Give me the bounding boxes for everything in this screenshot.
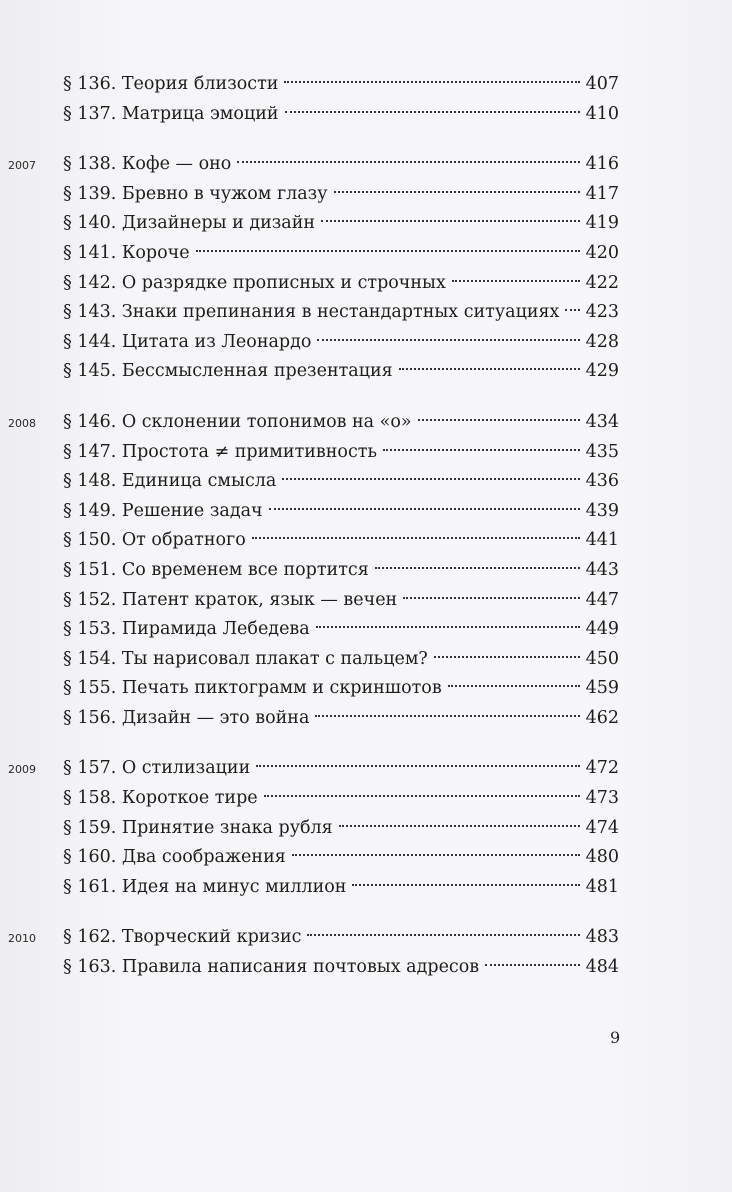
toc-entry[interactable] xyxy=(63,645,619,675)
toc-entry-page: 435 xyxy=(585,441,619,462)
dot-leader xyxy=(196,250,580,252)
toc-entry-page: 443 xyxy=(585,559,619,580)
dot-leader xyxy=(315,715,579,717)
toc-entry-page: 436 xyxy=(585,471,619,492)
toc-entry-title: § 152. Патент краток, язык — вечен xyxy=(63,589,398,610)
dot-leader xyxy=(452,280,580,282)
toc-entry[interactable] xyxy=(63,209,619,239)
toc-entry-title: § 156. Дизайн — это война xyxy=(63,707,310,728)
toc-entry-title: § 144. Цитата из Леонардо xyxy=(63,331,312,352)
toc-entry[interactable] xyxy=(63,615,619,645)
toc-entry-title: § 141. Короче xyxy=(63,242,190,263)
toc-entry-page: 407 xyxy=(585,74,619,94)
dot-leader xyxy=(565,309,579,311)
toc-entry-title: § 146. О склонении топонимов на «о» xyxy=(63,411,412,432)
toc-entry-page: 439 xyxy=(585,500,619,521)
page-number: 9 xyxy=(610,1028,621,1047)
toc-entry-page: 450 xyxy=(585,648,619,669)
dot-leader xyxy=(375,567,580,569)
toc-entry-page: 410 xyxy=(585,103,619,124)
toc-entry[interactable] xyxy=(63,408,619,438)
dot-leader xyxy=(434,656,580,658)
toc-entry-title: § 139. Бревно в чужом глазу xyxy=(63,183,328,204)
toc-entry[interactable] xyxy=(63,239,619,269)
toc-entry-page: 484 xyxy=(585,957,619,978)
toc-entry-title: § 162. Творческий кризис xyxy=(63,927,302,948)
toc-entry-title: § 153. Пирамида Лебедева xyxy=(63,619,310,640)
toc-entry[interactable] xyxy=(63,467,619,497)
toc-entry[interactable] xyxy=(63,843,619,873)
toc-entry[interactable] xyxy=(63,150,619,180)
toc-entry-page: 483 xyxy=(585,927,619,948)
toc-entry-title: § 140. Дизайнеры и дизайн xyxy=(63,213,316,234)
toc-entry-title: § 149. Решение задач xyxy=(63,500,263,521)
table-of-contents xyxy=(0,70,732,983)
year-label: 2009 xyxy=(8,763,36,777)
toc-group xyxy=(0,150,732,387)
toc-entry-page: 420 xyxy=(585,242,619,263)
toc-entry-page: 474 xyxy=(585,817,619,838)
toc-entry-title: § 145. Бессмысленная презентация xyxy=(63,361,393,382)
dot-leader xyxy=(285,111,580,113)
toc-entry-title: § 143. Знаки препинания в нестандартных ситуациях xyxy=(63,302,560,323)
dot-leader xyxy=(418,419,580,421)
dot-leader xyxy=(339,825,580,827)
toc-group xyxy=(0,923,732,982)
toc-entry-title: § 159. Принятие знака рубля xyxy=(63,817,333,838)
dot-leader xyxy=(383,449,580,451)
toc-entry-page: 449 xyxy=(585,619,619,640)
dot-leader xyxy=(264,795,580,797)
toc-entry-page: 417 xyxy=(585,183,619,204)
toc-group xyxy=(0,754,732,902)
dot-leader xyxy=(252,537,580,539)
dot-leader xyxy=(399,368,580,370)
toc-entry[interactable] xyxy=(63,873,619,903)
toc-entry[interactable] xyxy=(63,556,619,586)
toc-entry-page: 423 xyxy=(585,302,619,323)
toc-entry[interactable] xyxy=(63,70,619,100)
toc-entry-title: § 137. Матрица эмоций xyxy=(63,103,279,124)
dot-leader xyxy=(321,220,580,222)
toc-entry[interactable] xyxy=(63,497,619,527)
toc-entry-page: 481 xyxy=(585,876,619,897)
toc-entry[interactable] xyxy=(63,328,619,358)
dot-leader xyxy=(317,339,579,341)
toc-entry[interactable] xyxy=(63,357,619,387)
toc-entry-page: 422 xyxy=(585,272,619,293)
toc-entry-page: 473 xyxy=(585,788,619,809)
toc-entry-title: § 155. Печать пиктограмм и скриншотов xyxy=(63,678,442,699)
toc-entry-page: 472 xyxy=(585,758,619,779)
toc-entry-title: § 158. Короткое тире xyxy=(63,788,258,809)
dot-leader xyxy=(485,964,579,966)
toc-entry-title: § 138. Кофе — оно xyxy=(63,154,232,175)
toc-entry-page: 434 xyxy=(585,411,619,432)
toc-entry-title: § 163. Правила написания почтовых адресов xyxy=(63,957,480,978)
toc-entry-page: 480 xyxy=(585,847,619,868)
toc-entry[interactable] xyxy=(63,100,619,130)
toc-entry[interactable] xyxy=(63,586,619,616)
toc-entry-page: 459 xyxy=(585,678,619,699)
toc-group xyxy=(0,408,732,734)
toc-entry-title: § 154. Ты нарисовал плакат с пальцем? xyxy=(63,648,428,669)
toc-entry-title: § 148. Единица смысла xyxy=(63,471,277,492)
toc-entry-title: § 147. Простота ≠ примитивность xyxy=(63,441,377,462)
toc-entry-title: § 150. От обратного xyxy=(63,530,246,551)
toc-entry[interactable] xyxy=(63,784,619,814)
toc-entry-title: § 161. Идея на минус миллион xyxy=(63,876,347,897)
toc-entry-page: 447 xyxy=(585,589,619,610)
dot-leader xyxy=(269,508,580,510)
year-label: 2010 xyxy=(8,932,36,946)
toc-entry-title: § 151. Со временем все портится xyxy=(63,559,369,580)
dot-leader xyxy=(352,884,579,886)
dot-leader xyxy=(316,626,580,628)
toc-entry[interactable] xyxy=(63,704,619,734)
toc-entry[interactable] xyxy=(63,754,619,784)
dot-leader xyxy=(237,161,579,163)
toc-entry[interactable] xyxy=(63,298,619,328)
toc-entry-title: § 136. Теория близости xyxy=(63,74,279,94)
dot-leader xyxy=(256,765,579,767)
toc-entry-page: 419 xyxy=(585,213,619,234)
toc-group xyxy=(0,70,732,129)
toc-entry-page: 429 xyxy=(585,361,619,382)
dot-leader xyxy=(403,597,579,599)
toc-entry[interactable] xyxy=(63,269,619,299)
toc-entry[interactable] xyxy=(63,674,619,704)
dot-leader xyxy=(284,81,579,83)
toc-entry[interactable] xyxy=(63,180,619,210)
toc-entry-title: § 160. Два соображения xyxy=(63,847,286,868)
toc-entry-title: § 142. О разрядке прописных и строчных xyxy=(63,272,446,293)
toc-entry-title: § 157. О стилизации xyxy=(63,758,251,779)
toc-entry[interactable] xyxy=(63,923,619,953)
year-label: 2007 xyxy=(8,159,36,173)
toc-entry[interactable] xyxy=(63,953,619,983)
toc-entry-page: 441 xyxy=(585,530,619,551)
toc-entry[interactable] xyxy=(63,438,619,468)
toc-entry[interactable] xyxy=(63,814,619,844)
toc-entry-page: 428 xyxy=(585,331,619,352)
dot-leader xyxy=(448,685,580,687)
toc-entry-page: 416 xyxy=(585,154,619,175)
dot-leader xyxy=(307,934,579,936)
dot-leader xyxy=(282,478,579,480)
toc-entry[interactable] xyxy=(63,526,619,556)
dot-leader xyxy=(334,191,580,193)
toc-entry-page: 462 xyxy=(585,707,619,728)
year-label: 2008 xyxy=(8,416,36,430)
dot-leader xyxy=(292,854,580,856)
